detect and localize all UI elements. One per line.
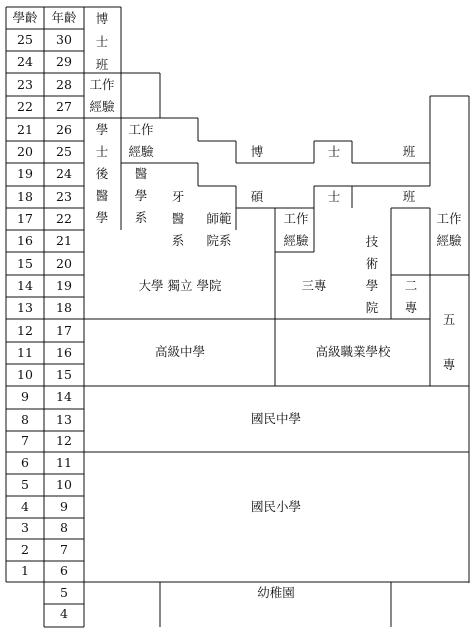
post-baccalaureate-medicine-label: 學士後醫學 bbox=[95, 122, 109, 225]
school-age-cell: 2 bbox=[21, 541, 29, 557]
school-age-cell: 6 bbox=[21, 454, 29, 470]
master-label-char: 士 bbox=[327, 188, 341, 204]
age-cell: 23 bbox=[56, 188, 72, 204]
age-cell: 26 bbox=[56, 121, 72, 137]
phd-class-label: 博士班 bbox=[95, 11, 109, 72]
age-cell: 4 bbox=[60, 605, 68, 621]
work-experience-label: 工作經驗 bbox=[89, 77, 115, 114]
age-cell: 11 bbox=[56, 454, 72, 470]
school-age-cell: 13 bbox=[17, 299, 33, 315]
vocational-high-label: 高級職業學校 bbox=[315, 343, 391, 359]
school-age-cell: 12 bbox=[17, 322, 33, 338]
school-age-cell: 18 bbox=[17, 188, 33, 204]
age-cell: 21 bbox=[56, 232, 72, 248]
school-age-cell: 24 bbox=[17, 53, 33, 69]
school-age-cell: 19 bbox=[17, 165, 33, 181]
school-age-cell: 9 bbox=[21, 388, 29, 404]
age-cell: 29 bbox=[56, 53, 72, 69]
school-age-cell: 7 bbox=[21, 432, 29, 448]
age-cell: 22 bbox=[56, 210, 72, 226]
school-age-cell: 20 bbox=[17, 143, 33, 159]
age-cell: 25 bbox=[56, 143, 72, 159]
work-experience-label: 工作經驗 bbox=[436, 211, 462, 248]
age-cell: 19 bbox=[56, 277, 72, 293]
work-experience-label: 工作經驗 bbox=[128, 122, 154, 159]
age-cell: 9 bbox=[60, 498, 68, 514]
school-age-cell: 16 bbox=[17, 232, 33, 248]
age-cell: 10 bbox=[56, 476, 72, 492]
age-cell: 15 bbox=[56, 366, 72, 382]
age-cell: 5 bbox=[60, 584, 68, 600]
school-age-cell: 10 bbox=[17, 366, 33, 382]
school-age-cell: 17 bbox=[17, 210, 33, 226]
school-age-cell: 15 bbox=[17, 255, 33, 271]
age-cell: 14 bbox=[56, 388, 72, 404]
age-header: 年齡 bbox=[51, 9, 77, 25]
age-cell: 16 bbox=[56, 344, 72, 360]
school-age-header: 學齡 bbox=[12, 9, 38, 25]
phd-label-char: 士 bbox=[327, 143, 341, 159]
five-year-college-label: 五專 bbox=[442, 312, 456, 372]
primary-school-label: 國民小學 bbox=[250, 498, 302, 514]
school-age-cell: 25 bbox=[17, 31, 33, 47]
school-age-cell: 1 bbox=[21, 562, 29, 578]
dental-char: 系 bbox=[171, 232, 185, 248]
school-age-cell: 4 bbox=[21, 498, 29, 514]
age-cell: 12 bbox=[56, 432, 72, 448]
age-cell: 13 bbox=[56, 411, 72, 427]
medical-school-label: 醫學系 bbox=[134, 166, 148, 225]
master-label-char: 碩 bbox=[250, 188, 264, 204]
phd-label-char: 博 bbox=[250, 143, 264, 159]
three-year-college-label: 三專 bbox=[301, 277, 327, 293]
age-cell: 7 bbox=[60, 541, 68, 557]
age-cell: 24 bbox=[56, 165, 72, 181]
school-age-cell: 11 bbox=[17, 344, 33, 360]
university-label: 大學 獨立 學院 bbox=[138, 277, 222, 293]
technology-college-label: 技術學院 bbox=[365, 234, 379, 315]
age-cell: 18 bbox=[56, 299, 72, 315]
school-age-cell: 23 bbox=[17, 76, 33, 92]
age-cell: 20 bbox=[56, 255, 72, 271]
school-age-cell: 21 bbox=[17, 121, 33, 137]
dental-char: 牙 bbox=[171, 188, 185, 204]
phd-label-char: 班 bbox=[402, 143, 416, 159]
school-age-cell: 22 bbox=[17, 98, 33, 114]
age-cell: 28 bbox=[56, 76, 72, 92]
two-year-college-label: 二專 bbox=[404, 278, 418, 315]
kindergarten-label: 幼稚園 bbox=[257, 584, 295, 600]
school-age-cell: 3 bbox=[21, 519, 29, 535]
master-label-char: 班 bbox=[402, 188, 416, 204]
age-cell: 17 bbox=[56, 322, 72, 338]
school-age-cell: 14 bbox=[17, 277, 33, 293]
age-cell: 30 bbox=[56, 31, 72, 47]
normal-college-label: 師範院系 bbox=[206, 211, 232, 248]
age-cell: 6 bbox=[60, 562, 68, 578]
school-age-cell: 8 bbox=[21, 411, 29, 427]
senior-high-label: 高級中學 bbox=[154, 343, 206, 359]
age-cell: 27 bbox=[56, 98, 72, 114]
work-experience-label: 工作經驗 bbox=[283, 211, 309, 248]
age-cell: 8 bbox=[60, 519, 68, 535]
junior-high-label: 國民中學 bbox=[250, 410, 302, 426]
school-age-cell: 5 bbox=[21, 476, 29, 492]
dental-char: 醫 bbox=[171, 210, 185, 226]
